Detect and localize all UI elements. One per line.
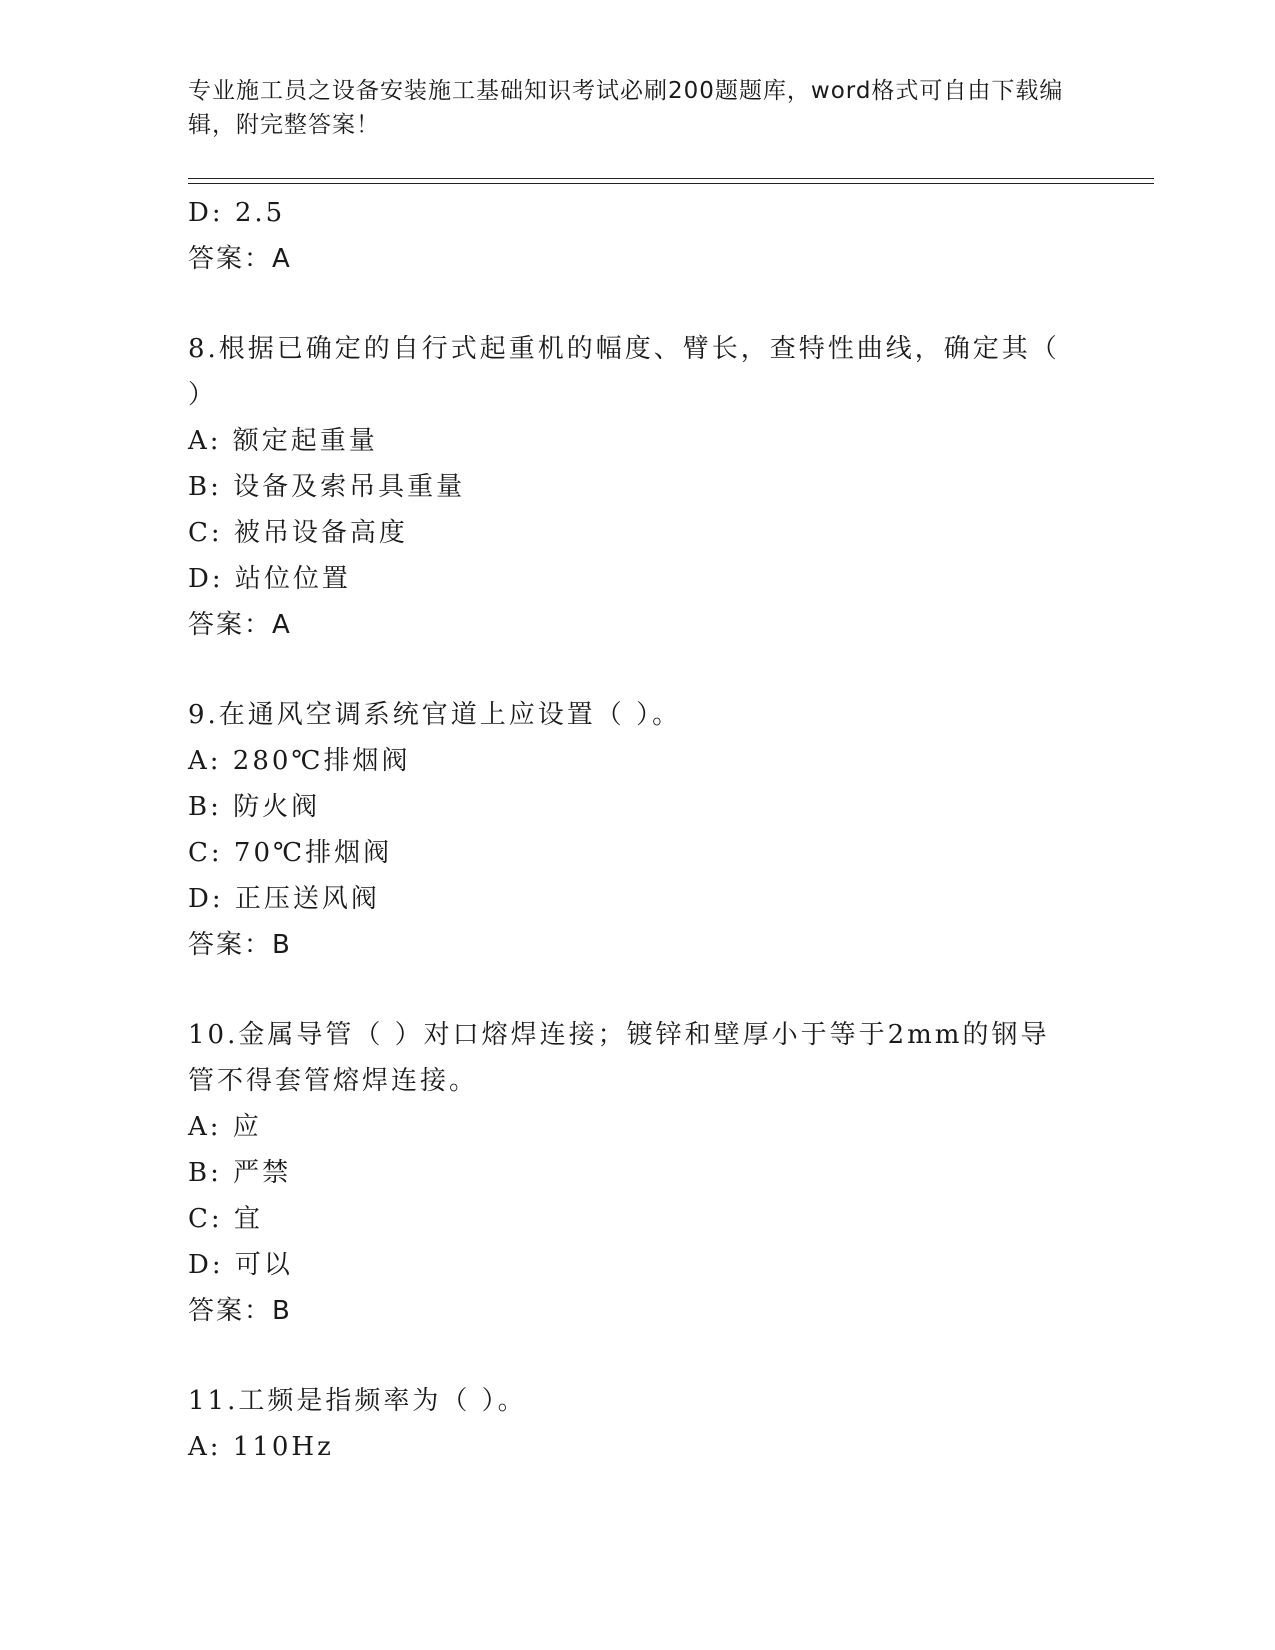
question-text: 8.根据已确定的自行式起重机的幅度、臂长，查特性曲线，确定其（ ） xyxy=(188,334,1060,410)
option-a: A: 额定起重量 xyxy=(188,426,378,456)
option-d: D: 站位位置 xyxy=(188,564,351,594)
question-content xyxy=(188,190,1068,1470)
option-b: B: 严禁 xyxy=(188,1158,292,1188)
option-a: A: 应 xyxy=(188,1112,262,1142)
option-d: D: 可以 xyxy=(188,1250,293,1280)
question-text: 11.工频是指频率为（ ）。 xyxy=(188,1386,527,1416)
answer: 答案：A xyxy=(188,610,292,640)
option-c: C: 被吊设备高度 xyxy=(188,518,408,548)
answer: 答案：B xyxy=(188,1296,292,1326)
option-c: C: 70℃排烟阀 xyxy=(188,838,393,868)
option-a: A: 280℃排烟阀 xyxy=(188,746,411,776)
option-b: B: 设备及索吊具重量 xyxy=(188,472,466,502)
question-text: 10.金属导管（ ）对口熔焊连接；镀锌和壁厚小于等于2mm的钢导管不得套管熔焊连接。 xyxy=(188,1020,1050,1096)
option-d: D: 正压送风阀 xyxy=(188,884,380,914)
option-a: A: 110Hz xyxy=(188,1432,334,1462)
option-d: D: 2.5 xyxy=(188,198,286,228)
header-divider xyxy=(188,178,1154,179)
answer: 答案：B xyxy=(188,930,292,960)
option-c: C: 宜 xyxy=(188,1204,263,1234)
header-divider-secondary xyxy=(188,183,1154,184)
option-b: B: 防火阀 xyxy=(188,792,321,822)
page-header: 专业施工员之设备安装施工基础知识考试必刷200题题库，word格式可自由下载编辑，附完整答案！ xyxy=(188,78,1064,138)
answer: 答案：A xyxy=(188,244,292,274)
question-text: 9.在通风空调系统官道上应设置（ ）。 xyxy=(188,700,682,730)
